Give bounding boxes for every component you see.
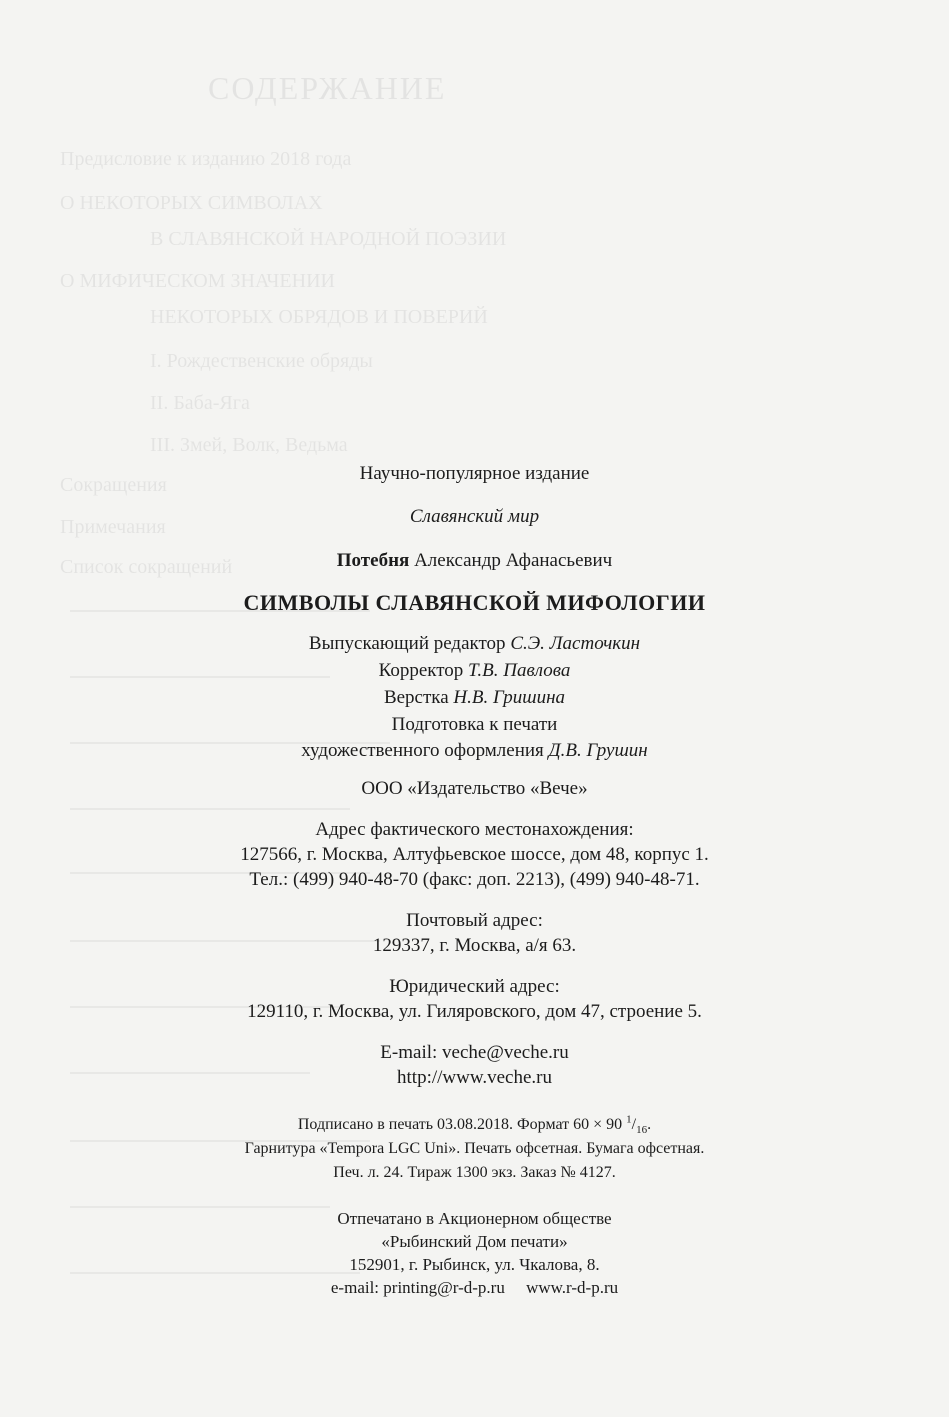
ghost-line: Примечания	[60, 516, 166, 538]
signed-for-print	[0, 1114, 949, 1136]
credit-name: Т.В. Павлова	[468, 660, 571, 681]
postal-label: Почтовый адрес:	[406, 910, 543, 931]
actual-address-block	[0, 819, 949, 891]
credit-layout	[0, 687, 949, 709]
series-name: Славянский мир	[409, 506, 540, 527]
credit-role: художественного оформления	[301, 740, 549, 761]
ghost-line: О НЕКОТОРЫХ СИМВОЛАХ	[60, 192, 323, 214]
edition-type-text: Научно-популярное издание	[359, 463, 590, 484]
printed-line1: Отпечатано в Акционерном обществе	[337, 1209, 612, 1228]
format-numerator: 1	[626, 1113, 632, 1126]
postal-address: 129337, г. Москва, а/я 63.	[372, 935, 577, 956]
credit-name: Д.В. Грушин	[548, 740, 648, 761]
author-given-names: Александр Афанасьевич	[409, 550, 613, 571]
legal-address-block	[0, 976, 949, 1023]
ghost-line: В СЛАВЯНСКОЙ НАРОДНОЙ ПОЭЗИИ	[150, 228, 507, 250]
author	[0, 550, 949, 572]
credit-editor	[0, 633, 949, 655]
credit-role: Выпускающий редактор	[308, 633, 511, 654]
credit-design-line1: Подготовка к печати	[391, 714, 558, 735]
publisher	[0, 778, 949, 800]
edition-type	[0, 463, 949, 485]
credits	[0, 633, 949, 762]
book-title-block	[0, 592, 949, 614]
ghost-line: Список сокращений	[60, 556, 233, 578]
signed-text: Подписано в печать 03.08.2018. Формат 60 × 90	[297, 1116, 627, 1133]
ghost-line: Предисловие к изданию 2018 года	[60, 148, 352, 170]
actual-address-label: Адрес фактического местонахождения:	[315, 819, 634, 840]
ghost-rule	[70, 808, 350, 810]
printer-block	[0, 1208, 949, 1299]
contacts-block	[0, 1042, 949, 1089]
book-title: СИМВОЛЫ СЛАВЯНСКОЙ МИФОЛОГИИ	[243, 590, 706, 615]
author-surname: Потебня	[336, 550, 410, 571]
print-details	[0, 1114, 949, 1184]
ghost-line: Сокращения	[60, 474, 167, 496]
signed-end: .	[647, 1116, 652, 1133]
format-denominator: 16	[636, 1124, 648, 1137]
website: http://www.veche.ru	[397, 1067, 552, 1088]
ghost-line: I. Рождественские обряды	[150, 350, 373, 372]
printer-address: 152901, г. Рыбинск, ул. Чкалова, 8.	[349, 1255, 600, 1274]
legal-address: 129110, г. Москва, ул. Гиляровского, дом 47, строение 5.	[247, 1001, 702, 1022]
print-run: Печ. л. 24. Тираж 1300 экз. Заказ № 4127.	[333, 1164, 616, 1181]
actual-address: 127566, г. Москва, Алтуфьевское шоссе, дом 48, корпус 1.	[240, 844, 709, 865]
ghost-line: III. Змей, Волк, Ведьма	[150, 434, 348, 456]
postal-address-block	[0, 910, 949, 957]
credit-name: С.Э. Ласточкин	[510, 633, 641, 654]
ghost-line: НЕКОТОРЫХ ОБРЯДОВ И ПОВЕРИЙ	[150, 306, 488, 328]
credit-role: Корректор	[378, 660, 469, 681]
credit-proofreader	[0, 660, 949, 682]
printer-contacts: e-mail: printing@r-d-p.ru www.r-d-p.ru	[330, 1278, 619, 1297]
credit-design-line2	[0, 740, 949, 762]
ghost-heading: СОДЕРЖАНИЕ	[208, 70, 447, 106]
legal-label: Юридический адрес:	[389, 976, 560, 997]
email: E-mail: veche@veche.ru	[380, 1042, 569, 1063]
format-slash: /	[631, 1116, 637, 1133]
printed-line2: «Рыбинский Дом печати»	[381, 1232, 568, 1251]
typeface-paper: Гарнитура «Tempora LGC Uni». Печать офсетная. Бумага офсетная.	[244, 1140, 705, 1157]
ghost-line: О МИФИЧЕСКОМ ЗНАЧЕНИИ	[60, 270, 335, 292]
credit-name: Н.В. Гришина	[453, 687, 566, 708]
publisher-name: ООО «Издательство «Вече»	[361, 778, 588, 799]
credit-role: Верстка	[383, 687, 454, 708]
ghost-line: II. Баба-Яга	[150, 392, 250, 414]
series	[0, 506, 949, 528]
phone: Тел.: (499) 940-48-70 (факс: доп. 2213), (499) 940-48-71.	[249, 869, 700, 890]
